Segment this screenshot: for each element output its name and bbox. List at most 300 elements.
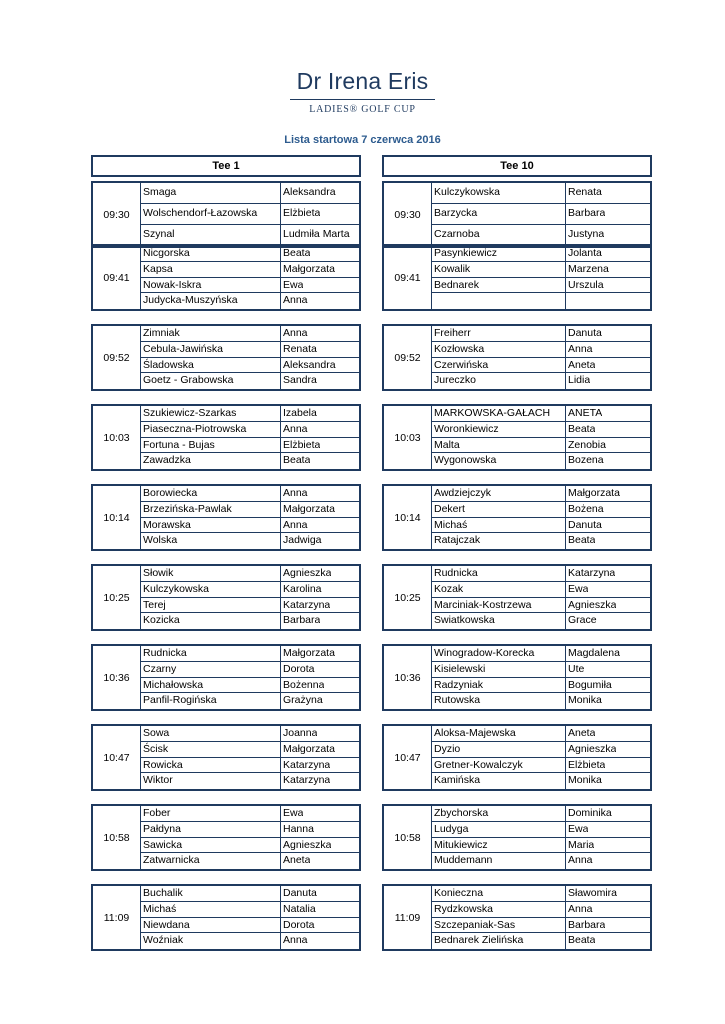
player-surname: Dekert bbox=[432, 502, 566, 517]
player-first-name: Renata bbox=[568, 186, 602, 198]
tee-time-group bbox=[91, 724, 361, 791]
player-row bbox=[141, 838, 359, 854]
tee-time: 11:09 bbox=[384, 886, 432, 949]
player-first-name: Aneta bbox=[283, 854, 311, 867]
tee-time: 09:52 bbox=[384, 326, 432, 389]
player-row bbox=[432, 726, 650, 742]
player-first-name: Danuta bbox=[568, 518, 602, 531]
player-first-name: Monika bbox=[568, 694, 602, 707]
player-first-name: Aneta bbox=[568, 358, 596, 371]
tee-time-group bbox=[382, 724, 652, 791]
player-first-name: Izabela bbox=[283, 407, 317, 419]
tee-time: 10:25 bbox=[93, 566, 141, 629]
player-first-name: Beata bbox=[568, 934, 596, 947]
player-surname: Awdziejczyk bbox=[432, 486, 566, 501]
player-surname: Michaś bbox=[432, 518, 566, 533]
player-first-name: Aleksandra bbox=[283, 186, 336, 198]
player-row bbox=[432, 262, 650, 278]
tee-column-left bbox=[91, 155, 361, 947]
player-surname: Borowiecka bbox=[141, 486, 281, 501]
player-first-name: Anna bbox=[568, 854, 593, 867]
tee-time: 10:14 bbox=[384, 486, 432, 549]
player-surname: Czarnoba bbox=[432, 225, 566, 246]
player-surname: Terej bbox=[141, 598, 281, 613]
tee-time: 09:41 bbox=[93, 246, 141, 309]
player-row bbox=[141, 406, 359, 422]
tee-time: 09:52 bbox=[93, 326, 141, 389]
tee-time: 10:58 bbox=[384, 806, 432, 869]
player-surname: Woronkiewicz bbox=[432, 422, 566, 437]
player-first-name: Elżbieta bbox=[283, 207, 321, 219]
player-first-name: Katarzyna bbox=[283, 774, 331, 787]
player-surname: Nowak-Iskra bbox=[141, 278, 281, 293]
player-first-name: Sławomira bbox=[568, 887, 618, 899]
player-first-name: Sandra bbox=[283, 374, 317, 387]
player-row bbox=[141, 422, 359, 438]
player-surname: Ratajczak bbox=[432, 533, 566, 549]
player-row bbox=[432, 773, 650, 789]
player-surname: Judycka-Muszyńska bbox=[141, 293, 281, 309]
tee-time-group bbox=[382, 181, 652, 248]
player-row bbox=[432, 518, 650, 534]
player-row bbox=[141, 886, 359, 902]
player-row bbox=[432, 678, 650, 694]
player-row bbox=[432, 406, 650, 422]
player-surname: Szczepaniak-Sas bbox=[432, 918, 566, 933]
page-title: Lista startowa 7 czerwca 2016 bbox=[284, 134, 441, 146]
tee-time-group bbox=[91, 404, 361, 471]
tee-time: 09:30 bbox=[93, 183, 141, 246]
player-row bbox=[141, 773, 359, 789]
tee-time: 10:14 bbox=[93, 486, 141, 549]
player-surname: Rydzkowska bbox=[432, 902, 566, 917]
player-surname: Barzycka bbox=[432, 204, 566, 224]
player-list bbox=[141, 646, 359, 709]
tee-time: 10:47 bbox=[93, 726, 141, 789]
tee-time: 10:03 bbox=[93, 406, 141, 469]
player-first-name: Anna bbox=[283, 518, 308, 531]
player-row bbox=[141, 566, 359, 582]
player-surname: Piaseczna-Piotrowska bbox=[141, 422, 281, 437]
player-surname: Rudnicka bbox=[141, 646, 281, 661]
player-surname: Kozak bbox=[432, 582, 566, 597]
player-surname: Wiktor bbox=[141, 773, 281, 789]
player-surname: Konieczna bbox=[432, 886, 566, 901]
player-first-name: Małgorzata bbox=[283, 647, 335, 659]
tee-time: 10:25 bbox=[384, 566, 432, 629]
player-surname: Zimniak bbox=[141, 326, 281, 341]
player-list bbox=[141, 886, 359, 949]
player-first-name: Dorota bbox=[283, 662, 315, 675]
player-row bbox=[141, 502, 359, 518]
player-row bbox=[432, 646, 650, 662]
player-list bbox=[432, 566, 650, 629]
player-row bbox=[432, 566, 650, 582]
logo-subtitle: LADIES® GOLF CUP bbox=[309, 104, 416, 115]
tee-time-group bbox=[91, 484, 361, 551]
player-row bbox=[432, 422, 650, 438]
player-first-name: Joanna bbox=[283, 727, 318, 739]
player-surname: Michaś bbox=[141, 902, 281, 917]
player-first-name: Beata bbox=[283, 454, 311, 467]
player-first-name: Monika bbox=[568, 774, 602, 787]
player-row bbox=[432, 758, 650, 774]
player-list bbox=[141, 326, 359, 389]
player-first-name: Grażyna bbox=[283, 694, 323, 707]
player-row bbox=[432, 806, 650, 822]
tee-time: 10:36 bbox=[384, 646, 432, 709]
player-surname: Rowicka bbox=[141, 758, 281, 773]
player-row bbox=[432, 358, 650, 374]
player-row bbox=[141, 453, 359, 469]
player-row bbox=[432, 613, 650, 629]
player-surname: Muddemann bbox=[432, 853, 566, 869]
player-row bbox=[141, 582, 359, 598]
player-surname: Wolschendorf-Łazowska bbox=[141, 204, 281, 224]
player-first-name: Agnieszka bbox=[568, 598, 617, 611]
tee-header: Tee 10 bbox=[382, 155, 652, 177]
player-surname: Czarny bbox=[141, 662, 281, 677]
player-surname: Nicgorska bbox=[141, 246, 281, 261]
player-row bbox=[432, 225, 650, 246]
player-first-name: Ewa bbox=[283, 807, 304, 819]
tee-time-group bbox=[382, 884, 652, 951]
player-list bbox=[141, 566, 359, 629]
player-row bbox=[432, 453, 650, 469]
player-row bbox=[432, 742, 650, 758]
player-surname bbox=[432, 293, 566, 309]
tee-time-group bbox=[91, 804, 361, 871]
player-first-name: Agnieszka bbox=[283, 567, 332, 579]
player-row bbox=[141, 262, 359, 278]
player-first-name: Anna bbox=[283, 422, 308, 435]
player-first-name: Bożena bbox=[568, 502, 604, 515]
player-row bbox=[432, 486, 650, 502]
tee-time-group bbox=[382, 484, 652, 551]
player-list bbox=[432, 246, 650, 309]
tee-time: 10:58 bbox=[93, 806, 141, 869]
player-surname: Aloksa-Majewska bbox=[432, 726, 566, 741]
player-surname: Kulczykowska bbox=[432, 183, 566, 203]
tee-time: 11:09 bbox=[93, 886, 141, 949]
player-surname: MARKOWSKA-GAŁACH bbox=[432, 406, 566, 421]
player-surname: Sowa bbox=[141, 726, 281, 741]
player-first-name: Beata bbox=[283, 247, 311, 259]
player-surname: Freiherr bbox=[432, 326, 566, 341]
player-row bbox=[432, 342, 650, 358]
player-surname: Radzyniak bbox=[432, 678, 566, 693]
player-row bbox=[141, 183, 359, 204]
player-surname: Bednarek bbox=[432, 278, 566, 293]
player-row bbox=[432, 183, 650, 204]
player-surname: Wygonowska bbox=[432, 453, 566, 469]
tee-time-group bbox=[382, 804, 652, 871]
player-surname: Buchalik bbox=[141, 886, 281, 901]
player-first-name: Danuta bbox=[283, 887, 317, 899]
player-surname: Rutowska bbox=[432, 693, 566, 709]
tee-header: Tee 1 bbox=[91, 155, 361, 177]
player-surname: Brzezińska-Pawlak bbox=[141, 502, 281, 517]
player-row bbox=[141, 486, 359, 502]
player-surname: Niewdana bbox=[141, 918, 281, 933]
player-first-name bbox=[566, 293, 568, 309]
tee-time-group bbox=[91, 244, 361, 311]
player-list bbox=[432, 326, 650, 389]
player-surname: Rudnicka bbox=[432, 566, 566, 581]
player-row bbox=[432, 902, 650, 918]
player-first-name: Bożenna bbox=[283, 678, 325, 691]
tee-time-group bbox=[91, 644, 361, 711]
player-surname: Malta bbox=[432, 438, 566, 453]
player-surname: Sawicka bbox=[141, 838, 281, 853]
logo-divider bbox=[290, 99, 435, 100]
player-row bbox=[141, 918, 359, 934]
player-surname: Jureczko bbox=[432, 373, 566, 389]
player-first-name: Justyna bbox=[568, 228, 605, 240]
player-first-name: Elżbieta bbox=[283, 438, 321, 451]
tee-time-group bbox=[382, 244, 652, 311]
player-surname: Kozicka bbox=[141, 613, 281, 629]
player-first-name: Dominika bbox=[568, 807, 612, 819]
player-list bbox=[432, 886, 650, 949]
player-first-name: Lidia bbox=[568, 374, 591, 387]
player-row bbox=[432, 582, 650, 598]
player-surname: Wolska bbox=[141, 533, 281, 549]
player-first-name: Zenobia bbox=[568, 438, 606, 451]
tee-time: 09:30 bbox=[384, 183, 432, 246]
player-row bbox=[141, 225, 359, 246]
player-surname: Panfil-Rogińska bbox=[141, 693, 281, 709]
tee-time: 10:47 bbox=[384, 726, 432, 789]
player-list bbox=[432, 806, 650, 869]
player-row bbox=[141, 613, 359, 629]
player-first-name: Ewa bbox=[568, 822, 589, 835]
tee-time-group bbox=[382, 564, 652, 631]
player-list bbox=[141, 486, 359, 549]
player-row bbox=[432, 502, 650, 518]
player-surname: Bednarek Zielińska bbox=[432, 933, 566, 949]
player-row bbox=[141, 342, 359, 358]
player-row bbox=[432, 886, 650, 902]
player-row bbox=[432, 598, 650, 614]
player-surname: Kulczykowska bbox=[141, 582, 281, 597]
player-first-name: Aneta bbox=[568, 727, 596, 739]
player-first-name: Bogumiła bbox=[568, 678, 612, 691]
player-row bbox=[141, 758, 359, 774]
brand-logo bbox=[250, 68, 475, 116]
player-first-name: Barbara bbox=[283, 614, 321, 627]
tee-time-group bbox=[382, 644, 652, 711]
player-surname: Dyzio bbox=[432, 742, 566, 757]
player-list bbox=[141, 406, 359, 469]
player-first-name: Natalia bbox=[283, 902, 316, 915]
player-surname: Fober bbox=[141, 806, 281, 821]
player-row bbox=[432, 822, 650, 838]
player-first-name: Ludmiła Marta bbox=[283, 228, 350, 240]
player-first-name: Urszula bbox=[568, 278, 604, 291]
player-first-name: Agnieszka bbox=[283, 838, 332, 851]
player-list bbox=[141, 726, 359, 789]
player-list bbox=[141, 806, 359, 869]
player-row bbox=[141, 326, 359, 342]
player-row bbox=[432, 373, 650, 389]
player-first-name: Katarzyna bbox=[283, 758, 331, 771]
player-first-name: Katarzyna bbox=[568, 567, 616, 579]
player-row bbox=[141, 438, 359, 454]
tee-time-group bbox=[91, 181, 361, 248]
player-row bbox=[141, 693, 359, 709]
player-row bbox=[141, 678, 359, 694]
player-first-name: Katarzyna bbox=[283, 598, 331, 611]
player-first-name: Beata bbox=[568, 422, 596, 435]
player-first-name: Anna bbox=[283, 487, 308, 499]
player-first-name: Anna bbox=[283, 294, 308, 307]
player-first-name: Bozena bbox=[568, 454, 604, 467]
player-row bbox=[432, 278, 650, 294]
player-first-name: Anna bbox=[283, 934, 308, 947]
player-surname: Kapsa bbox=[141, 262, 281, 277]
player-first-name: Ewa bbox=[283, 278, 304, 291]
player-surname: Morawska bbox=[141, 518, 281, 533]
player-first-name: Barbara bbox=[568, 207, 606, 219]
player-row bbox=[432, 933, 650, 949]
player-first-name: Aleksandra bbox=[283, 358, 336, 371]
player-surname: Gretner-Kowalczyk bbox=[432, 758, 566, 773]
player-first-name: Dorota bbox=[283, 918, 315, 931]
player-list bbox=[432, 646, 650, 709]
player-surname: Goetz - Grabowska bbox=[141, 373, 281, 389]
player-surname: Pałdyna bbox=[141, 822, 281, 837]
player-row bbox=[141, 822, 359, 838]
player-row bbox=[141, 726, 359, 742]
player-row bbox=[432, 246, 650, 262]
player-surname: Kozłowska bbox=[432, 342, 566, 357]
player-surname: Szukiewicz-Szarkas bbox=[141, 406, 281, 421]
player-first-name: Jadwiga bbox=[283, 534, 322, 547]
player-surname: Czerwińska bbox=[432, 358, 566, 373]
player-row bbox=[141, 518, 359, 534]
tee-time-group bbox=[382, 404, 652, 471]
player-list bbox=[432, 486, 650, 549]
player-row bbox=[141, 278, 359, 294]
tee-column-right bbox=[382, 155, 652, 947]
player-first-name: Magdalena bbox=[568, 647, 620, 659]
player-surname: Pasynkiewicz bbox=[432, 246, 566, 261]
player-list bbox=[432, 726, 650, 789]
player-row bbox=[141, 646, 359, 662]
logo-brand-name: Dr Irena Eris bbox=[296, 68, 429, 94]
player-row bbox=[141, 358, 359, 374]
player-surname: Zbychorska bbox=[432, 806, 566, 821]
player-first-name: Ewa bbox=[568, 582, 589, 595]
tee-time: 09:41 bbox=[384, 246, 432, 309]
player-row bbox=[141, 373, 359, 389]
player-first-name: Danuta bbox=[568, 327, 602, 339]
player-first-name: Ute bbox=[568, 662, 585, 675]
player-surname: Woźniak bbox=[141, 933, 281, 949]
player-surname: Kowalik bbox=[432, 262, 566, 277]
tee-time-group bbox=[91, 884, 361, 951]
player-first-name: Maria bbox=[568, 838, 595, 851]
player-first-name: Grace bbox=[568, 614, 597, 627]
player-surname: Kamińska bbox=[432, 773, 566, 789]
player-row bbox=[432, 693, 650, 709]
player-row bbox=[432, 918, 650, 934]
player-surname: Michałowska bbox=[141, 678, 281, 693]
player-row bbox=[141, 533, 359, 549]
tee-time: 10:03 bbox=[384, 406, 432, 469]
player-row bbox=[432, 293, 650, 309]
player-row bbox=[141, 742, 359, 758]
player-row bbox=[432, 533, 650, 549]
player-surname: Zatwarnicka bbox=[141, 853, 281, 869]
player-first-name: Małgorzata bbox=[283, 742, 335, 755]
player-surname: Marciniak-Kostrzewa bbox=[432, 598, 566, 613]
player-surname: Śladowska bbox=[141, 358, 281, 373]
player-row bbox=[432, 204, 650, 225]
player-row bbox=[141, 204, 359, 225]
player-surname: Ścisk bbox=[141, 742, 281, 757]
player-surname: Smaga bbox=[141, 183, 281, 203]
player-surname: Cebula-Jawińska bbox=[141, 342, 281, 357]
player-first-name: ANETA bbox=[568, 407, 603, 419]
player-first-name: Anna bbox=[568, 342, 593, 355]
player-row bbox=[432, 662, 650, 678]
player-list bbox=[432, 406, 650, 469]
player-first-name: Hanna bbox=[283, 822, 314, 835]
tee-time-group bbox=[91, 564, 361, 631]
player-row bbox=[141, 662, 359, 678]
player-first-name: Elżbieta bbox=[568, 758, 606, 771]
player-surname: Słowik bbox=[141, 566, 281, 581]
player-first-name: Małgorzata bbox=[283, 502, 335, 515]
player-first-name: Beata bbox=[568, 534, 596, 547]
tee-time-group bbox=[382, 324, 652, 391]
player-surname: Swiatkowska bbox=[432, 613, 566, 629]
player-first-name: Anna bbox=[283, 327, 308, 339]
player-surname: Ludyga bbox=[432, 822, 566, 837]
player-row bbox=[141, 246, 359, 262]
player-row bbox=[141, 902, 359, 918]
player-list bbox=[432, 183, 650, 246]
player-surname: Kisielewski bbox=[432, 662, 566, 677]
player-row bbox=[141, 293, 359, 309]
player-surname: Zawadzka bbox=[141, 453, 281, 469]
player-first-name: Anna bbox=[568, 902, 593, 915]
player-row bbox=[141, 598, 359, 614]
tee-time-group bbox=[91, 324, 361, 391]
player-row bbox=[141, 933, 359, 949]
player-row bbox=[432, 853, 650, 869]
player-surname: Winogradow-Korecka bbox=[432, 646, 566, 661]
player-row bbox=[432, 438, 650, 454]
player-row bbox=[141, 853, 359, 869]
tee-time: 10:36 bbox=[93, 646, 141, 709]
player-surname: Szynal bbox=[141, 225, 281, 246]
player-first-name: Agnieszka bbox=[568, 742, 617, 755]
player-first-name: Barbara bbox=[568, 918, 606, 931]
player-row bbox=[141, 806, 359, 822]
player-row bbox=[432, 326, 650, 342]
player-first-name: Karolina bbox=[283, 582, 322, 595]
player-first-name: Małgorzata bbox=[283, 262, 335, 275]
player-list bbox=[141, 246, 359, 309]
player-first-name: Marzena bbox=[568, 262, 609, 275]
player-surname: Fortuna - Bujas bbox=[141, 438, 281, 453]
player-first-name: Jolanta bbox=[568, 247, 602, 259]
player-list bbox=[141, 183, 359, 246]
player-row bbox=[432, 838, 650, 854]
